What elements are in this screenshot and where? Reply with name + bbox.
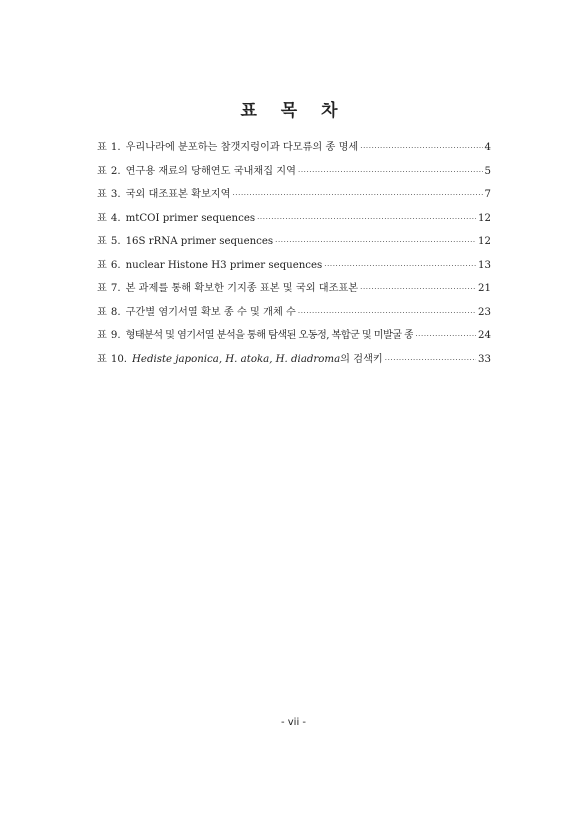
entry-number: 5. [110, 236, 121, 247]
entry-title: 본 과제를 통해 확보한 기지종 표본 및 국외 대조표본 [125, 283, 359, 294]
toc-entry-8[interactable] [97, 303, 491, 327]
dot-leader [360, 144, 482, 152]
entry-page-number: 21 [478, 283, 491, 294]
entry-prefix: 표 [97, 283, 107, 294]
entry-page-number: 12 [478, 236, 491, 247]
entry-page-number: 23 [478, 306, 491, 318]
entry-title: 우리나라에 분포하는 참갯지렁이과 다모류의 종 명세 [125, 142, 359, 153]
entry-page-number: 24 [478, 330, 491, 341]
entry-page-number: 33 [478, 353, 491, 365]
dot-leader [385, 356, 476, 364]
dot-leader [232, 191, 482, 199]
toc-entry-6[interactable] [97, 256, 491, 280]
table-of-contents-list [97, 138, 491, 373]
toc-entry-1[interactable] [97, 138, 491, 162]
entry-title: 구간별 염기서열 확보 종 수 및 개체 수 [125, 306, 296, 318]
entry-prefix: 표 [97, 306, 107, 318]
entry-title-suffix: 의 검색키 [340, 353, 383, 365]
species-names-italic: Hediste japonica, H. atoka, H. diadroma [132, 353, 341, 365]
entry-prefix: 표 [97, 353, 107, 365]
entry-number: 1. [110, 142, 121, 153]
dot-leader [298, 309, 476, 317]
entry-page-number: 7 [484, 189, 491, 200]
page-title: 표 목 차 [240, 101, 347, 121]
toc-entry-5[interactable] [97, 232, 491, 256]
entry-title: mtCOI primer sequences [125, 212, 256, 224]
entry-prefix: 표 [97, 189, 107, 200]
entry-page-number: 12 [478, 212, 491, 224]
entry-page-number: 4 [484, 142, 491, 153]
page-footer-number: - vii - [280, 717, 307, 728]
entry-prefix: 표 [97, 259, 107, 271]
dot-leader [275, 238, 476, 246]
entry-title: 16S rRNA primer sequences [125, 236, 274, 247]
dot-leader [324, 262, 476, 270]
entry-prefix: 표 [97, 142, 107, 153]
entry-title: 형태분석 및 염기서열 분석을 통해 탐색된 오동정, 복합군 및 미발굴 종 [125, 330, 414, 341]
entry-number: 8. [110, 306, 121, 318]
entry-prefix: 표 [97, 165, 107, 177]
entry-page-number: 13 [478, 259, 491, 271]
entry-number: 3. [110, 189, 121, 200]
entry-number: 10. [110, 353, 128, 365]
toc-entry-2[interactable] [97, 162, 491, 186]
dot-leader [298, 168, 483, 176]
entry-prefix: 표 [97, 212, 107, 224]
entry-number: 7. [110, 283, 121, 294]
entry-number: 4. [110, 212, 121, 224]
entry-number: 9. [110, 330, 121, 341]
toc-entry-7[interactable] [97, 279, 491, 303]
toc-entry-9[interactable] [97, 326, 491, 350]
entry-prefix: 표 [97, 330, 107, 341]
entry-prefix: 표 [97, 236, 107, 247]
entry-title [132, 350, 383, 365]
toc-entry-3[interactable] [97, 185, 491, 209]
dot-leader [257, 215, 476, 223]
entry-title: nuclear Histone H3 primer sequences [125, 259, 323, 271]
entry-title: 국외 대조표본 확보지역 [125, 189, 231, 200]
entry-number: 6. [110, 259, 121, 271]
dot-leader [360, 285, 476, 293]
dot-leader [415, 332, 476, 340]
entry-number: 2. [110, 165, 121, 177]
toc-entry-10[interactable] [97, 350, 491, 374]
entry-page-number: 5 [484, 165, 491, 177]
toc-entry-4[interactable] [97, 209, 491, 233]
entry-title: 연구용 재료의 당해연도 국내채집 지역 [125, 165, 296, 177]
